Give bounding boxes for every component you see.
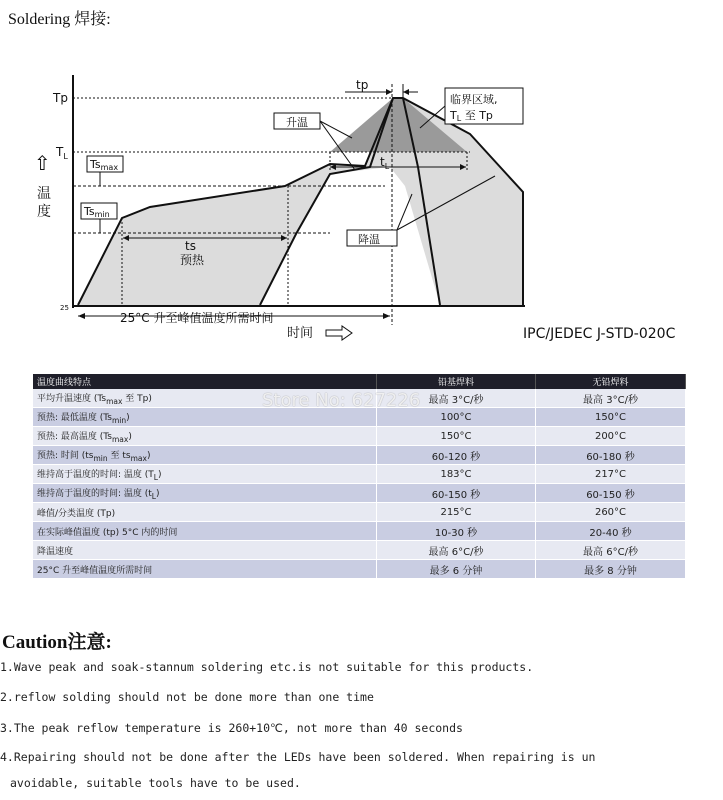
table-row <box>33 560 686 579</box>
leaded-value: 215°C <box>377 503 536 522</box>
table-row <box>33 484 686 503</box>
bottom-arrow-left <box>78 313 85 319</box>
leaded-value: 最多 6 分钟 <box>377 560 536 579</box>
up-arrow-icon: ⇧ <box>34 151 51 175</box>
header-feature: 温度曲线特点 <box>33 374 377 389</box>
leadfree-value: 200°C <box>536 427 686 446</box>
leadfree-value: 60-150 秒 <box>536 484 686 503</box>
leaded-value: 183°C <box>377 465 536 484</box>
caution-note-4: 4.Repairing should not be done after the LEDs have been soldered. When repairing is un <box>0 750 596 764</box>
header-leadfree: 无铅焊料 <box>536 374 686 389</box>
ramp-up-pointer <box>320 121 352 138</box>
leaded-value: 60-120 秒 <box>377 446 536 465</box>
row-label: 在实际峰值温度 (tp) 5°C 内的时间 <box>33 522 377 541</box>
leaded-value: 最高 3°C/秒 <box>377 389 536 408</box>
caution-title: Caution注意: <box>2 632 112 653</box>
row-label: 维持高于温度的时间: 温度 $(t_L)$ <box>33 484 377 503</box>
y-25-label: 25 <box>60 304 69 312</box>
leadfree-value: 60-180 秒 <box>536 446 686 465</box>
row-label: 峰值/分类温度 (Tp) <box>33 503 377 522</box>
ts-label: ts <box>185 239 196 253</box>
leaded-value: 60-150 秒 <box>377 484 536 503</box>
caution-note-1: 1.Wave peak and soak-stannum soldering etc.is not suitable for this products. <box>0 660 534 674</box>
row-label: 平均升温速度 ($Ts_{max}$ 至 Tp) <box>33 389 377 408</box>
leadfree-value: 20-40 秒 <box>536 522 686 541</box>
tl-time-label: $t_L$ <box>380 155 390 171</box>
leaded-value: 10-30 秒 <box>377 522 536 541</box>
leadfree-value: 217°C <box>536 465 686 484</box>
leadfree-value: 最高 6°C/秒 <box>536 541 686 560</box>
ramp-down-label: 降温 <box>358 233 380 246</box>
table-row <box>33 522 686 541</box>
table-row <box>33 427 686 446</box>
bottom-time-label: 25°C 升至峰值温度所需时间 <box>120 311 274 325</box>
table-row <box>33 503 686 522</box>
tp-top-label: tp <box>356 78 369 92</box>
critical-label-2: TL 至 Tp <box>450 109 493 123</box>
y-axis-label-2: 度 <box>37 204 51 220</box>
table-row <box>33 541 686 560</box>
y-axis-label-1: 温 <box>37 186 51 202</box>
caution-note-2: 2.reflow solding should not be done more than one time <box>0 690 374 704</box>
table-row <box>33 465 686 484</box>
table-row <box>33 446 686 465</box>
leadfree-value: 260°C <box>536 503 686 522</box>
leadfree-value: 150°C <box>536 408 686 427</box>
row-label: 维持高于温度的时间: 温度 $(T_L)$ <box>33 465 377 484</box>
tl-axis-label: $T_L$ <box>56 145 68 161</box>
ramp-down-pointer-1 <box>397 194 412 230</box>
leaded-value: 100°C <box>377 408 536 427</box>
preheat-label: 预热 <box>180 253 205 267</box>
tp-arrow-head <box>386 89 392 95</box>
bottom-arrow-right <box>383 313 390 319</box>
leaded-value: 150°C <box>377 427 536 446</box>
leadfree-value: 最多 8 分钟 <box>536 560 686 579</box>
row-label: 预热: 最低温度 $(Ts_{min})$ <box>33 408 377 427</box>
caution-note-3: 3.The peak reflow temperature is 260+10℃, not more than 40 seconds <box>0 721 463 735</box>
ramp-up-label: 升温 <box>286 116 308 129</box>
leaded-value: 最高 6°C/秒 <box>377 541 536 560</box>
time-arrow-icon <box>326 326 352 340</box>
row-label: 预热: 最高温度 $(Ts_{max})$ <box>33 427 377 446</box>
reflow-profile-diagram <box>0 70 723 360</box>
row-label: 预热: 时间 ($ts_{min}$ 至 $ts_{max}$) <box>33 446 377 465</box>
time-axis-label: 时间 <box>287 326 314 341</box>
row-label: 降温速度 <box>33 541 377 560</box>
header-leaded: 铅基焊料 <box>377 374 536 389</box>
page-heading: Soldering 焊接: <box>8 11 111 28</box>
tp-axis-label: Tp <box>53 91 68 105</box>
caution-note-4-cont: avoidable, suitable tools have to be used. <box>10 776 301 790</box>
standard-label: IPC/JEDEC J-STD-020C <box>523 326 676 342</box>
table-header-row <box>33 374 686 389</box>
tsmax-label: Tsmax <box>90 158 119 172</box>
leadfree-value: 最高 3°C/秒 <box>536 389 686 408</box>
tsmin-label: Tsmin <box>84 205 110 219</box>
row-label: 25°C 升至峰值温度所需时间 <box>33 560 377 579</box>
store-watermark: Store No: 627226 <box>262 390 421 411</box>
tp-arrow-head-right <box>403 89 409 95</box>
critical-label-1: 临界区域, <box>450 93 498 106</box>
